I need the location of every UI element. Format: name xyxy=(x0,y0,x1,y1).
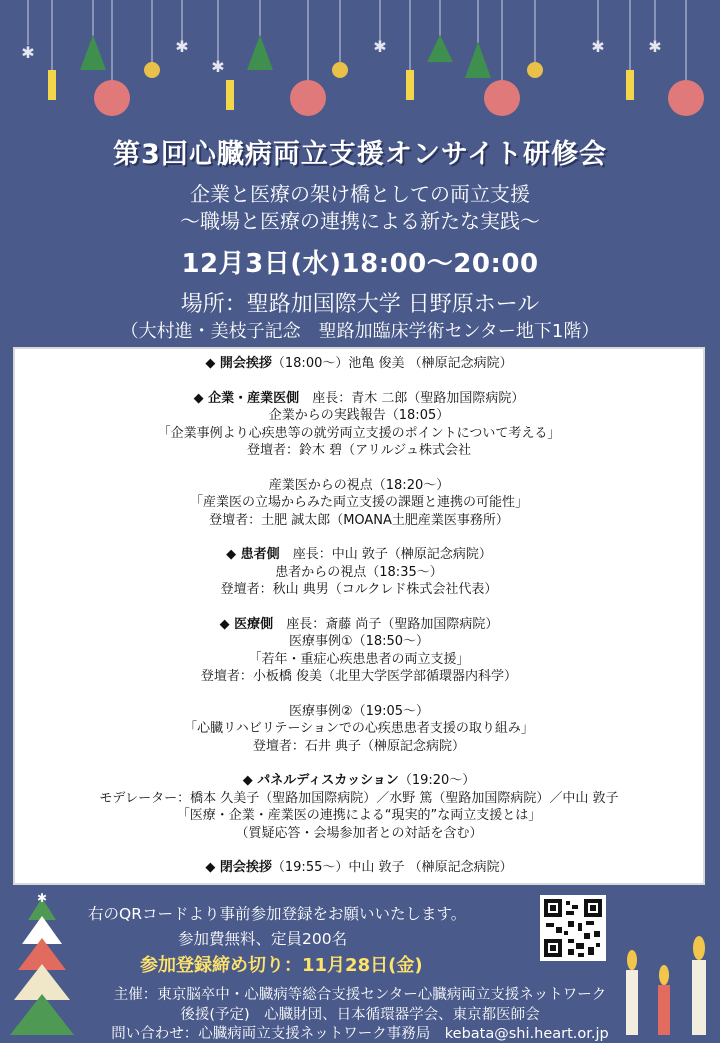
qr-code-icon[interactable] xyxy=(540,895,606,961)
svg-text:✱: ✱ xyxy=(591,37,605,56)
svg-text:✱: ✱ xyxy=(648,37,662,56)
event-date: 12月3日(水)18:00〜20:00 xyxy=(181,249,539,279)
industry-line xyxy=(15,390,703,408)
occupational-view: 産業医からの視点（18:20〜） xyxy=(268,477,450,493)
panel-time: （19:20〜） xyxy=(398,773,476,788)
subtitle-2: 〜職場と医療の連携による新たな実践〜 xyxy=(180,209,540,233)
patient-heading: ◆ 患者側 xyxy=(226,547,280,562)
opening-line xyxy=(15,355,703,373)
medical-case-2-speaker: 登壇者：石井 典子（榊原記念病院） xyxy=(252,738,466,754)
medical-line xyxy=(15,616,703,634)
medical-case-2-topic: 「心臓リハビリテーションでの心疾患患者支援の取り組み」 xyxy=(184,721,534,736)
medical-case-2: 医療事例②（19:05〜） xyxy=(288,703,430,719)
registration-note: 右のQRコードより事前参加登録をお願いいたします。 xyxy=(88,905,467,923)
closing-detail: （19:55〜）中山 敦子 （榊原記念病院） xyxy=(271,860,513,875)
industry-speaker: 登壇者：鈴木 碧（アリルジュ株式会社 xyxy=(246,443,472,458)
patient-speaker: 登壇者：秋山 典男（コルクレド株式会社代表） xyxy=(220,582,498,597)
page-title: 第3回心臓病両立支援オンサイト研修会 xyxy=(113,139,607,170)
industry-chair: 座長：青木 二郎（聖路加国際病院） xyxy=(299,390,525,406)
panel-moderators: モデレーター：橋本 久美子（聖路加国際病院）／水野 篤（聖路加国際病院）／中山 敦子 xyxy=(99,790,619,806)
svg-text:✱: ✱ xyxy=(21,43,35,62)
patient-chair: 座長：中山 敦子（榊原記念病院） xyxy=(279,547,492,562)
svg-text:✱: ✱ xyxy=(211,57,225,76)
patient-line xyxy=(15,546,703,564)
industry-heading: ◆ 企業・産業医側 xyxy=(193,390,300,406)
venue-detail: （大村進・美枝子記念 聖路加臨床学術センター地下1階） xyxy=(120,321,600,342)
venue: 場所：聖路加国際大学 日野原ホール xyxy=(180,292,540,317)
svg-text:✱: ✱ xyxy=(175,37,189,56)
occupational-speaker: 登壇者：土肥 誠太郎（MOANA土肥産業医事務所） xyxy=(209,512,509,528)
program-box xyxy=(13,347,705,885)
occupational-topic: 「産業医の立場からみた両立支援の課題と連携の可能性」 xyxy=(189,495,528,510)
panel-topic: 「医療・企業・産業医の連携による“現実的”な両立支援とは」 xyxy=(176,808,542,823)
patient-view: 患者からの視点（18:35〜） xyxy=(275,564,443,580)
organizer: 主催：東京脳卒中・心臓病等総合支援センター心臓病両立支援ネットワーク xyxy=(113,987,607,1003)
panel-heading: ◆ パネルディスカッション xyxy=(242,773,399,788)
closing-line xyxy=(15,859,703,877)
closing-heading: ◆ 閉会挨拶 xyxy=(205,860,272,875)
support: 後援(予定) 心臓財団、日本循環器学会、東京都医師会 xyxy=(180,1007,540,1023)
svg-text:✱: ✱ xyxy=(373,37,387,56)
subtitle-1: 企業と医療の架け橋としての両立支援 xyxy=(190,182,530,206)
medical-case-1-topic: 「若年・重症心疾患患者の両立支援」 xyxy=(248,651,470,667)
registration-deadline: 参加登録締め切り：11月28日(金) xyxy=(140,955,423,976)
medical-chair: 座長：斎藤 尚子（聖路加国際病院） xyxy=(273,616,499,632)
medical-case-1-speaker: 登壇者：小板橋 俊美（北里大学医学部循環器内科学） xyxy=(200,669,518,684)
svg-text:✱: ✱ xyxy=(36,891,48,905)
opening-heading: ◆ 開会挨拶 xyxy=(205,356,272,371)
panel-note: （質疑応答・会場参加者との対話を含む） xyxy=(235,825,483,841)
opening-detail: （18:00〜）池亀 俊美 （榊原記念病院） xyxy=(271,356,513,371)
hanging-ornaments xyxy=(0,0,720,135)
medical-heading: ◆ 医療側 xyxy=(219,616,274,632)
industry-topic: 「企業事例より心疾患等の就労両立支援のポイントについて考える」 xyxy=(157,425,561,441)
fee-capacity: 参加費無料、定員200名 xyxy=(178,930,348,948)
medical-case-1: 医療事例①（18:50〜） xyxy=(288,634,430,649)
panel-line xyxy=(15,772,703,790)
contact: 問い合わせ：心臓病両立支援ネットワーク事務局 kebata@shi.heart.or.jp xyxy=(111,1026,609,1042)
industry-report: 企業からの実践報告（18:05） xyxy=(268,408,450,423)
